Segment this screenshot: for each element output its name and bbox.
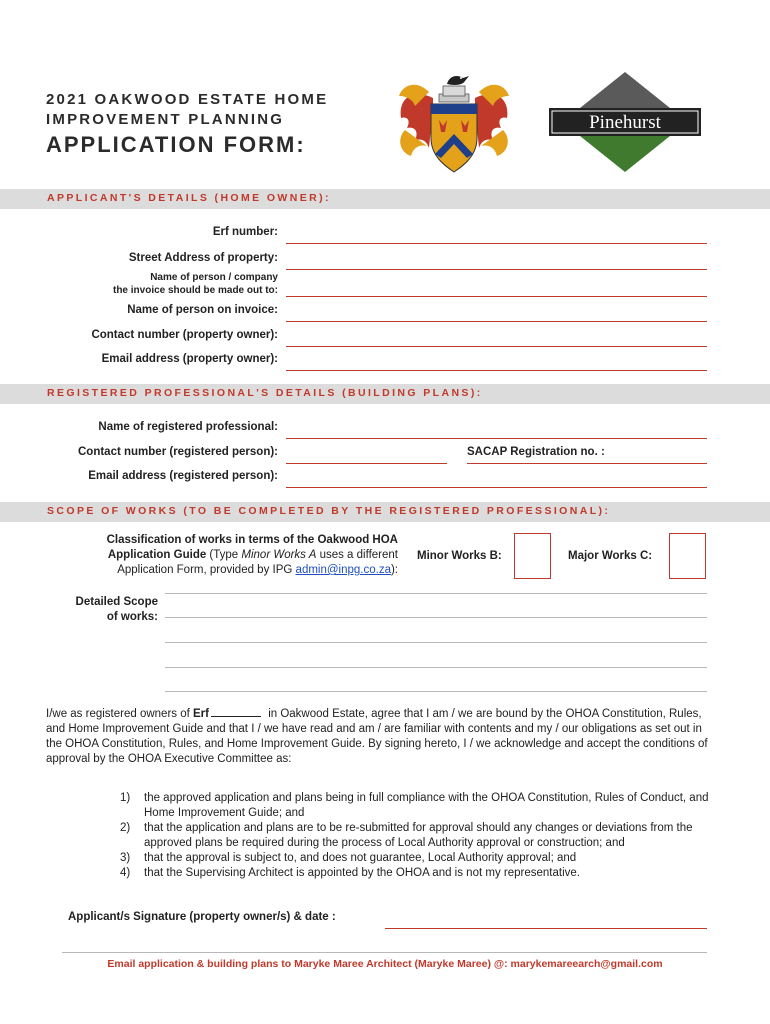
detailed-scope-field-2[interactable] xyxy=(165,642,707,643)
classification-mid1: (Type xyxy=(206,549,242,561)
condition-item xyxy=(108,821,718,851)
condition-item xyxy=(108,866,718,881)
detailed-scope-label xyxy=(76,595,158,625)
detailed-scope-line1: Detailed Scope xyxy=(75,596,158,608)
declaration-part1: I/we as registered owners of xyxy=(46,708,194,720)
section-applicant-heading: APPLICANT'S DETAILS (HOME OWNER): xyxy=(47,192,331,204)
condition-text: that the approval is subject to, and does not guarantee, Local Authority approval; and xyxy=(144,852,577,864)
sacap-field[interactable] xyxy=(467,463,707,464)
section-professional-heading: REGISTERED PROFESSIONAL'S DETAILS (BUILDING PLANS): xyxy=(47,387,483,399)
invoice-company-label-line1: Name of person / company xyxy=(150,272,278,283)
condition-number: 4) xyxy=(120,867,131,879)
detailed-scope-field-4[interactable] xyxy=(165,691,707,692)
detailed-scope-field-3[interactable] xyxy=(165,667,707,668)
erf-number-field[interactable] xyxy=(286,243,707,244)
declaration-part2: in Oakwood Estate, agree that I am / we are bound by the OHOA Constitution, Rules, and Home Improvement Guide and that I / we have read and am / are familiar with contents and my / our obligations as set out in the OHOA Constitution, Rules, and Home Improvement Guide. By signing hereto, I / we acknowledge and accept the conditions of approval by the OHOA Executive Committee as: xyxy=(46,708,708,765)
signature-label: Applicant/s Signature (property owner/s) & date : xyxy=(68,911,336,923)
footer-divider xyxy=(62,952,707,953)
classification-line3: Application Form, provided by IPG xyxy=(117,564,296,576)
pinehurst-logo-text: Pinehurst xyxy=(589,112,661,133)
major-works-label: Major Works C: xyxy=(568,550,653,562)
condition-item xyxy=(108,791,718,821)
professional-email-label: Email address (registered person): xyxy=(88,470,278,482)
minor-works-checkbox[interactable] xyxy=(514,533,551,579)
section-scope-heading: SCOPE OF WORKS (TO BE COMPLETED BY THE REGISTERED PROFESSIONAL): xyxy=(47,505,611,517)
condition-item xyxy=(108,851,718,866)
pinehurst-logo xyxy=(545,70,705,174)
professional-contact-label: Contact number (registered person): xyxy=(78,446,278,458)
application-guide-label: Application Guide xyxy=(107,549,207,561)
owner-email-label: Email address (property owner): xyxy=(101,353,278,365)
invoice-person-label: Name of person on invoice: xyxy=(127,304,278,316)
professional-name-field[interactable] xyxy=(286,438,707,439)
condition-text: that the Supervising Architect is appointed by the OHOA and is not my representative. xyxy=(144,867,580,879)
sacap-label: SACAP Registration no. : xyxy=(467,446,605,458)
conditions-list xyxy=(108,791,718,881)
street-address-field[interactable] xyxy=(286,269,707,270)
signature-field[interactable] xyxy=(385,928,707,929)
invoice-company-field[interactable] xyxy=(286,296,707,297)
form-title: APPLICATION FORM: xyxy=(46,132,306,157)
declaration-erf-field[interactable] xyxy=(211,706,261,717)
erf-number-label: Erf number: xyxy=(212,226,278,238)
scope-divider xyxy=(165,593,707,594)
condition-number: 2) xyxy=(120,822,131,834)
declaration-erf-label: Erf xyxy=(193,708,209,720)
detailed-scope-line2: of works: xyxy=(106,611,158,623)
detailed-scope-field-1[interactable] xyxy=(165,617,707,618)
section-professional-details xyxy=(0,384,770,404)
minor-works-a-text: Minor Works A xyxy=(241,549,317,561)
major-works-checkbox[interactable] xyxy=(669,533,706,579)
invoice-company-label xyxy=(113,271,278,297)
professional-email-field[interactable] xyxy=(286,487,707,488)
oakwood-crest-logo xyxy=(393,68,515,178)
condition-number: 1) xyxy=(120,792,131,804)
professional-contact-field[interactable] xyxy=(286,463,447,464)
professional-name-label: Name of registered professional: xyxy=(98,421,278,433)
condition-text: the approved application and plans being in full compliance with the OHOA Constitution, Rules of Conduct, and Home Improvement Guide; and xyxy=(144,792,709,819)
classification-text xyxy=(40,533,398,578)
minor-works-label: Minor Works B: xyxy=(417,550,502,562)
owner-contact-label: Contact number (property owner): xyxy=(91,329,278,341)
condition-number: 3) xyxy=(120,852,131,864)
invoice-company-label-line2: the invoice should be made out to: xyxy=(112,285,278,296)
section-scope-of-works xyxy=(0,502,770,522)
classification-end: ): xyxy=(390,564,398,576)
title-line-2: IMPROVEMENT PLANNING xyxy=(46,111,285,128)
declaration-paragraph xyxy=(46,706,716,767)
street-address-label: Street Address of property: xyxy=(128,252,278,264)
title-line-1: 2021 OAKWOOD ESTATE HOME xyxy=(46,91,329,108)
classification-line1: Classification of works in terms of the Oakwood HOA xyxy=(106,534,398,546)
owner-email-field[interactable] xyxy=(286,370,707,371)
section-applicant-details xyxy=(0,189,770,209)
condition-text: that the application and plans are to be re-submitted for approval should any changes or deviations from the approved plans be required during the process of Local Authority approval or construction; and xyxy=(144,822,693,849)
footer-email-instruction: Email application & building plans to Maryke Maree Architect (Maryke Maree) @: marykemareearch@gmail.com xyxy=(107,958,663,970)
invoice-person-field[interactable] xyxy=(286,321,707,322)
classification-mid2: uses a different xyxy=(316,549,398,561)
owner-contact-field[interactable] xyxy=(286,346,707,347)
ipg-email-link[interactable]: admin@inpg.co.za xyxy=(295,564,391,576)
form-title-block xyxy=(46,90,328,158)
